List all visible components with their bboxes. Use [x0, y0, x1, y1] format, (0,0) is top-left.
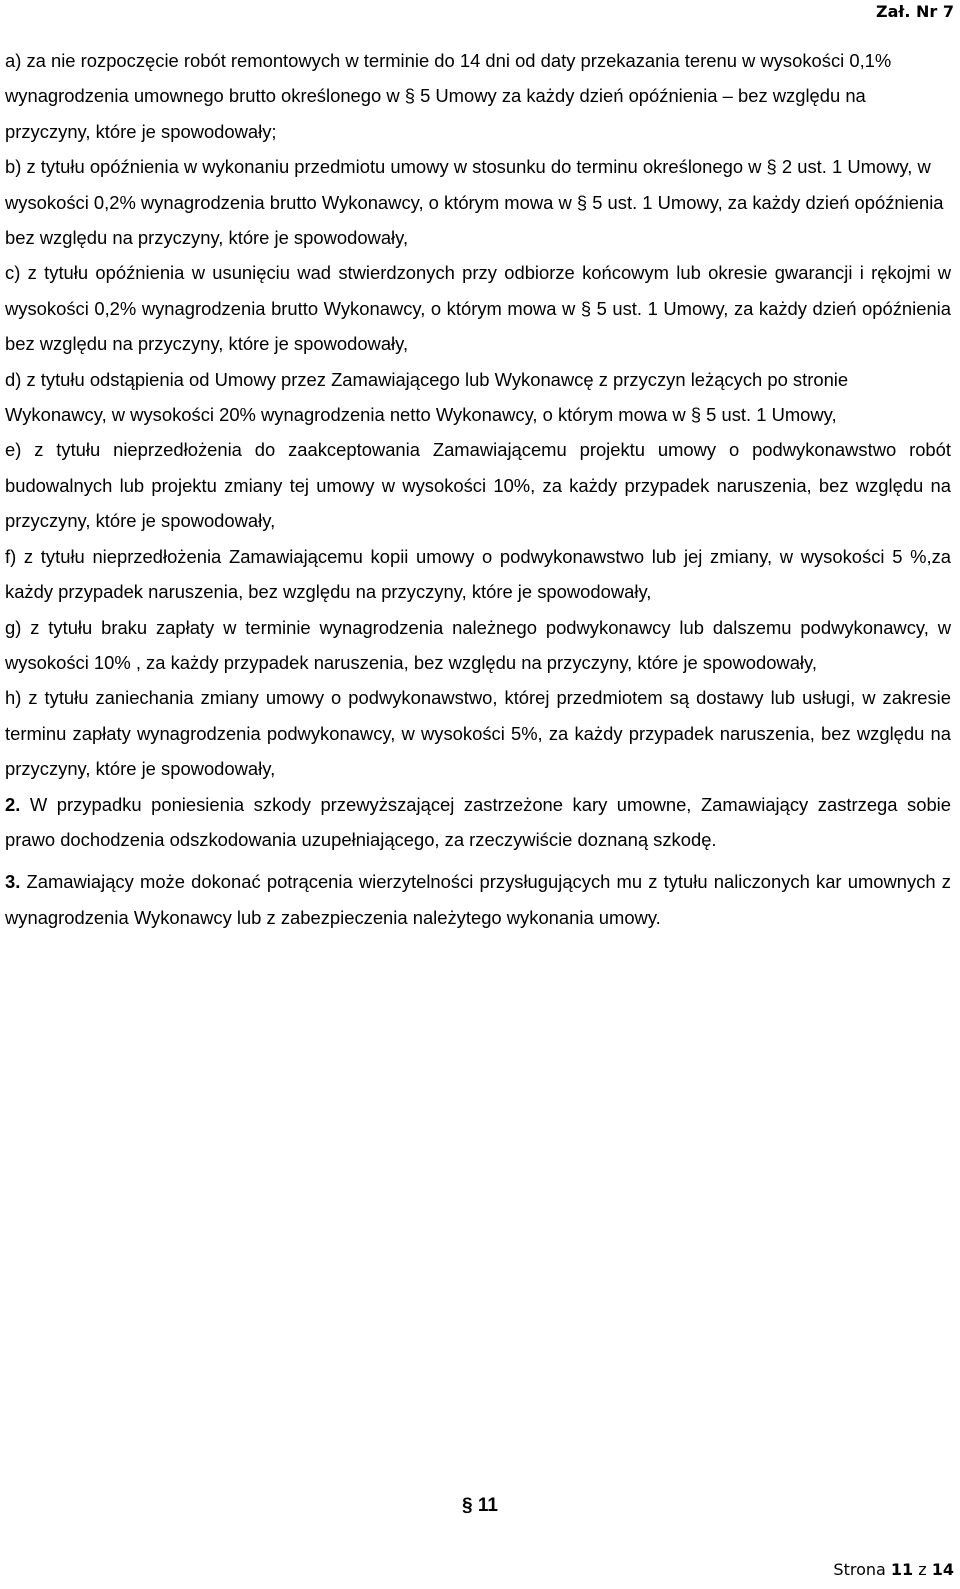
- document-body: [5, 43, 951, 935]
- penalty-item-d: d) z tytułu odstąpienia od Umowy przez Zamawiającego lub Wykonawcę z przyczyn leżących po stronie Wykonawcy, w wysokości 20% wynagrodzenia netto Wykonawcy, o którym mowa w § 5 ust. 1 Umowy,: [5, 368, 849, 426]
- attachment-label: Zał. Nr 7: [876, 2, 954, 21]
- section-3-number: 3.: [5, 871, 21, 893]
- next-section-heading: § 11: [462, 1495, 498, 1516]
- page-footer: [833, 1560, 954, 1580]
- current-page-number: 11: [890, 1560, 914, 1579]
- page-label: Strona: [833, 1560, 891, 1579]
- page-separator: z: [913, 1560, 932, 1579]
- penalty-item-e: e) z tytułu nieprzedłożenia do zaakceptowania Zamawiającemu projektu umowy o podwykonawstwo robót budowalnych lub projektu zmiany tej umowy w wysokości 10%, za każdy przypadek naruszenia, bez względu na przyczyny, które je spowodowały,: [5, 439, 951, 532]
- penalty-item-a: a) za nie rozpoczęcie robót remontowych w terminie do 14 dni od daty przekazania terenu w wysokości 0,1% wynagrodzenia umownego brutto określonego w § 5 Umowy za każdy dzień opóźnienia – bez względu na przyczyny, które je spowodowały;: [5, 50, 892, 142]
- section-2-number: 2.: [5, 793, 21, 815]
- penalty-item-c: c) z tytułu opóźnienia w usunięciu wad stwierdzonych przy odbiorze końcowym lub okresie gwarancji i rękojmi w wysokości 0,2% wynagrodzenia brutto Wykonawcy, o którym mowa w § 5 ust. 1 Umowy, za każdy dzień opóźnienia bez względu na przyczyny, które je spowodowały,: [5, 262, 951, 355]
- section-3-text: Zamawiający może dokonać potrącenia wierzytelności przysługujących mu z tytułu naliczonych kar umownych z wynagrodzenia Wykonawcy lub z zabezpieczenia należytego wykonania umowy.: [5, 871, 951, 928]
- section-2: [5, 787, 951, 858]
- section-2-text: W przypadku poniesienia szkody przewyższającej zastrzeżone kary umowne, Zamawiający zastrzega sobie prawo dochodzenia odszkodowania uzupełniającego, za rzeczywiście doznaną szkodę.: [5, 793, 951, 850]
- section-3: [5, 864, 951, 935]
- penalty-item-g: g) z tytułu braku zapłaty w terminie wynagrodzenia należnego podwykonawcy lub dalszemu podwykonawcy, w wysokości 10% , za każdy przypadek naruszenia, bez względu na przyczyny, które je spowodowały,: [5, 616, 951, 673]
- penalty-item-b: b) z tytułu opóźnienia w wykonaniu przedmiotu umowy w stosunku do terminu określonego w § 2 ust. 1 Umowy, w wysokości 0,2% wynagrodzenia brutto Wykonawcy, o którym mowa w § 5 ust. 1 Umowy, za każdy dzień opóźnienia bez względu na przyczyny, które je spowodowały,: [5, 156, 944, 249]
- total-page-number: 14: [931, 1560, 954, 1579]
- penalty-item-h: h) z tytułu zaniechania zmiany umowy o podwykonawstwo, której przedmiotem są dostawy lub usługi, w zakresie terminu zapłaty wynagrodzenia podwykonawcy, w wysokości 5%, za każdy przypadek naruszenia, bez względu na przyczyny, które je spowodowały,: [5, 687, 951, 780]
- penalty-item-f: f) z tytułu nieprzedłożenia Zamawiającemu kopii umowy o podwykonawstwo lub jej zmiany, w wysokości 5 %,za każdy przypadek naruszenia, bez względu na przyczyny, które je spowodowały,: [5, 545, 951, 603]
